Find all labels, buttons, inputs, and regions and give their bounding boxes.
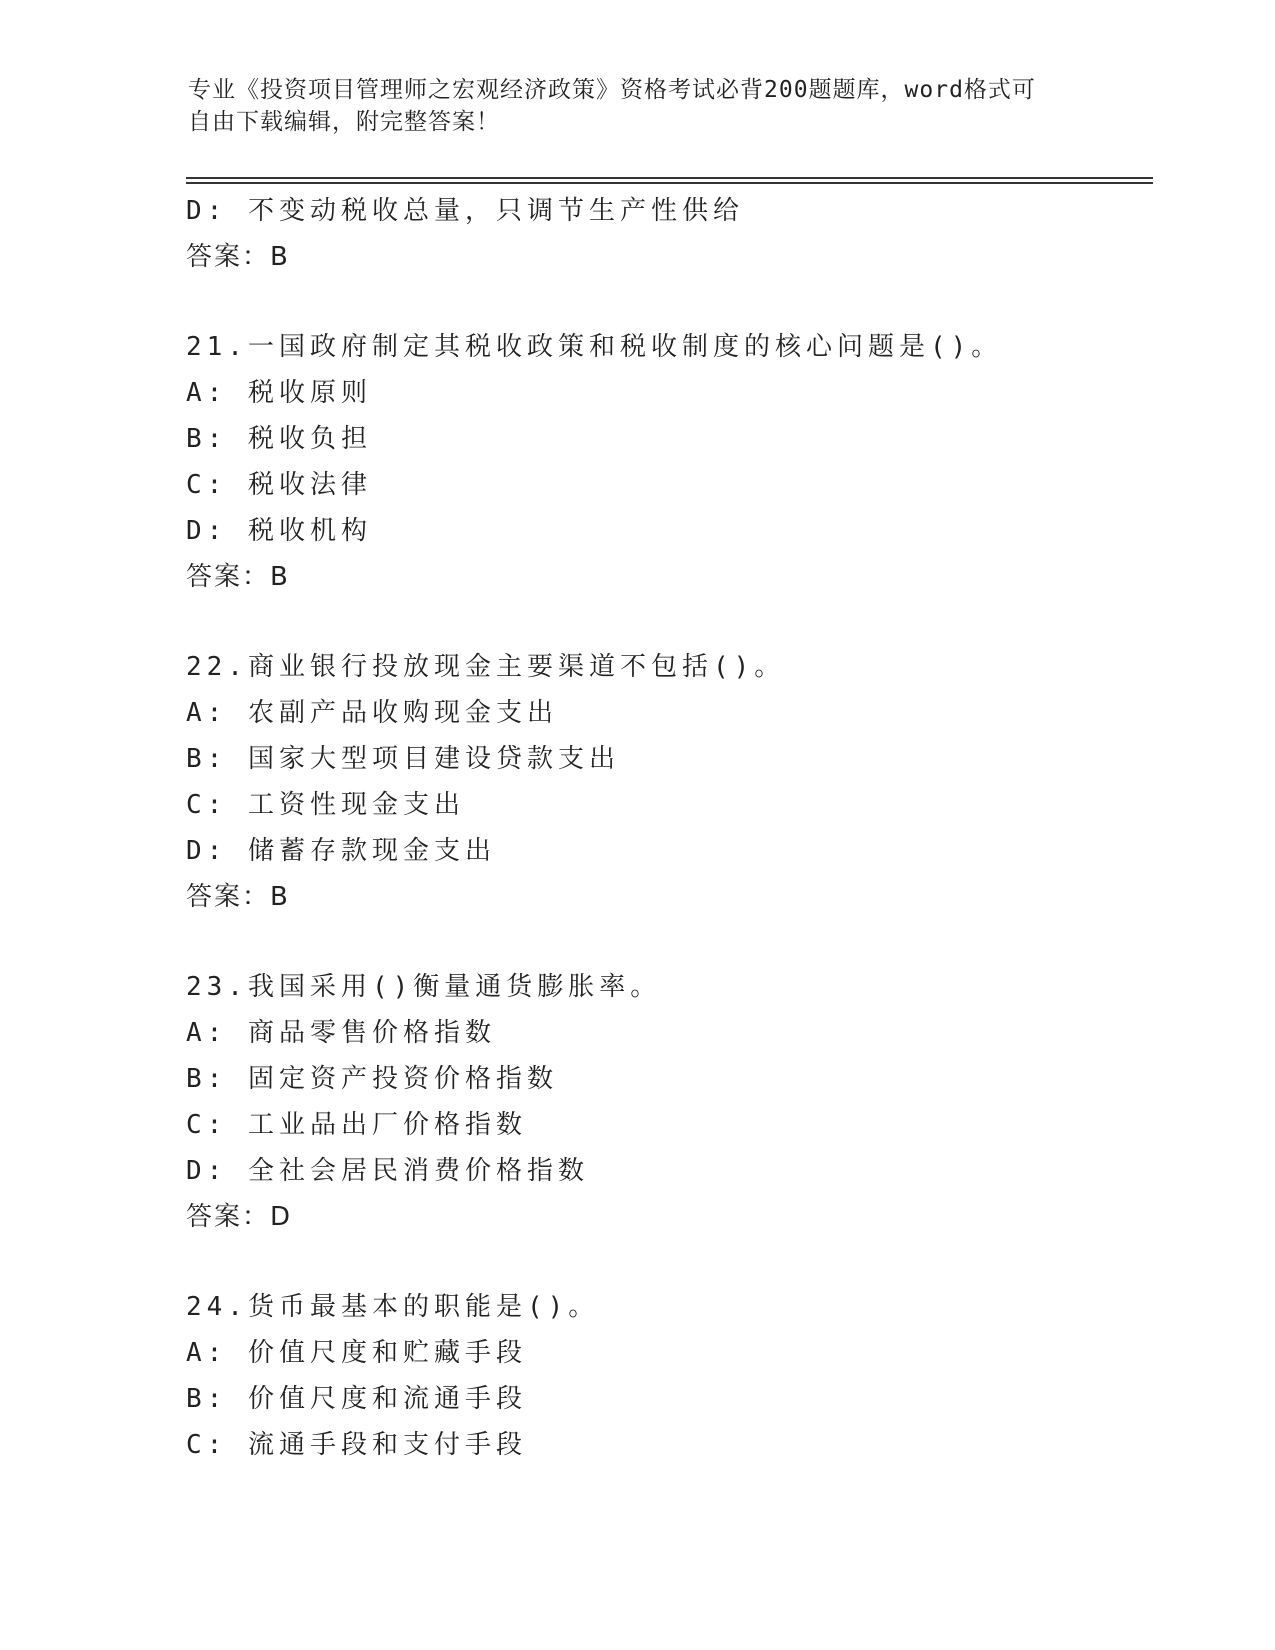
option-a: A: 价值尺度和贮藏手段 [186,1338,527,1368]
option-d: D: 储蓄存款现金支出 [186,836,496,866]
option-b: B: 国家大型项目建设贷款支出 [186,744,620,774]
answer: 答案：D [186,1202,293,1232]
option-b: B: 固定资产投资价格指数 [186,1064,558,1094]
option-d: D: 税收机构 [186,516,372,546]
question-22 [186,644,1166,920]
question-24 [186,1284,1166,1468]
question-list [186,188,1166,1468]
header-rule-bottom [186,182,1153,184]
header-line-1: 专业《投资项目管理师之宏观经济政策》资格考试必背200题题库，word格式可 [188,77,1036,103]
option-a: A: 商品零售价格指数 [186,1018,496,1048]
answer: 答案：B [186,562,290,592]
answer: 答案：B [186,242,290,272]
question-stem: 23.我国采用()衡量通货膨胀率。 [186,972,662,1002]
question-21 [186,324,1166,600]
option-d: D: 全社会居民消费价格指数 [186,1156,589,1186]
option-c: C: 工业品出厂价格指数 [186,1110,527,1140]
header-rule-top [186,177,1153,179]
option-d: D: 不变动税收总量，只调节生产性供给 [186,196,744,226]
option-a: A: 农副产品收购现金支出 [186,698,558,728]
question-stem: 22.商业银行投放现金主要渠道不包括()。 [186,652,786,682]
option-c: C: 税收法律 [186,470,372,500]
question-23 [186,964,1166,1240]
header-line-2: 自由下载编辑，附完整答案！ [188,109,500,135]
option-c: C: 工资性现金支出 [186,790,465,820]
option-c: C: 流通手段和支付手段 [186,1430,527,1460]
option-b: B: 税收负担 [186,424,372,454]
answer: 答案：B [186,882,290,912]
document-header [188,74,1088,138]
option-b: B: 价值尺度和流通手段 [186,1384,527,1414]
question-stem: 24.货币最基本的职能是()。 [186,1292,600,1322]
option-a: A: 税收原则 [186,378,372,408]
question-stem: 21.一国政府制定其税收政策和税收制度的核心问题是()。 [186,332,1003,362]
